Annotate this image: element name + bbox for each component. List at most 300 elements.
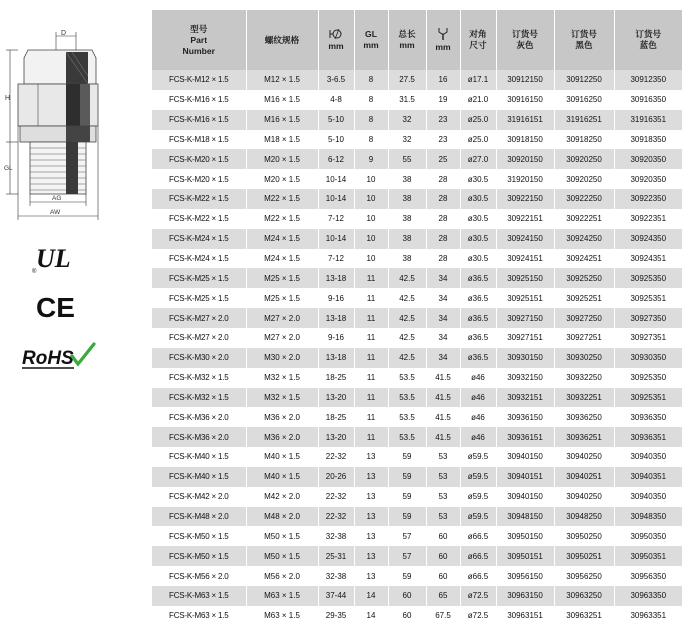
cell-part-number: FCS-K-M32 × 1.5 xyxy=(169,373,229,383)
cell-gl: 10 xyxy=(354,229,388,249)
cell-order-blue: 30920350 xyxy=(614,169,682,189)
cell-order-black: 30940250 xyxy=(554,447,614,467)
cell-diagonal: ø59.5 xyxy=(460,447,496,467)
cell-order-black: 30918250 xyxy=(554,130,614,150)
cell-order-grey: 30950151 xyxy=(496,546,554,566)
cell-diagonal: ø59.5 xyxy=(460,487,496,507)
cell-cable-range: 10-14 xyxy=(318,229,354,249)
cell-diagonal: ø66.5 xyxy=(460,546,496,566)
cell-wrench-size: 60 xyxy=(426,566,460,586)
cell-wrench-size: 65 xyxy=(426,586,460,606)
cell-gl: 9 xyxy=(354,149,388,169)
cell-diagonal: ø21.0 xyxy=(460,90,496,110)
table-row xyxy=(152,149,682,169)
cell-gl: 13 xyxy=(354,507,388,527)
cell-cable-range: 29-35 xyxy=(318,606,354,626)
cell-cable-range: 13-18 xyxy=(318,268,354,288)
cell-gl: 13 xyxy=(354,467,388,487)
cell-cable-range: 10-14 xyxy=(318,169,354,189)
spec-table-container xyxy=(152,10,682,626)
table-row xyxy=(152,249,682,269)
cell-gl: 10 xyxy=(354,209,388,229)
cell-total-length: 38 xyxy=(388,189,426,209)
header-total-length: 总长 mm xyxy=(388,10,426,70)
cell-order-grey: 30940150 xyxy=(496,487,554,507)
cell-total-length: 55 xyxy=(388,149,426,169)
cell-diagonal: ø66.5 xyxy=(460,566,496,586)
cell-wrench-size: 41.5 xyxy=(426,388,460,408)
header-cable-range: mm xyxy=(318,10,354,70)
cell-wrench-size: 28 xyxy=(426,209,460,229)
cell-wrench-size: 34 xyxy=(426,288,460,308)
cell-part-number: FCS-K-M36 × 2.0 xyxy=(169,412,229,422)
cell-wrench-size: 23 xyxy=(426,110,460,130)
cell-thread-spec: M63 × 1.5 xyxy=(246,606,318,626)
cell-part-number: FCS-K-M25 × 1.5 xyxy=(169,293,229,303)
cell-part-number: FCS-K-M32 × 1.5 xyxy=(152,388,246,408)
cell-cable-range: 25-31 xyxy=(318,546,354,566)
cell-cable-range: 5-10 xyxy=(318,110,354,130)
cell-gl: 11 xyxy=(354,388,388,408)
cell-order-blue: 30936351 xyxy=(614,427,682,447)
cell-thread-spec: M50 × 1.5 xyxy=(246,526,318,546)
cell-gl: 13 xyxy=(354,526,388,546)
table-row xyxy=(152,70,682,90)
cell-total-length: 53.5 xyxy=(388,368,426,388)
cell-order-grey: 31916151 xyxy=(496,110,554,130)
cell-diagonal: ø17.1 xyxy=(460,70,496,90)
cell-wrench-size: 19 xyxy=(426,90,460,110)
cell-order-black: 30927251 xyxy=(554,328,614,348)
cell-cable-range: 20-26 xyxy=(318,467,354,487)
cell-order-grey: 30925150 xyxy=(496,268,554,288)
cell-order-black: 30948250 xyxy=(554,507,614,527)
cell-total-length: 31.5 xyxy=(388,90,426,110)
cell-gl: 14 xyxy=(354,586,388,606)
cell-thread-spec: M22 × 1.5 xyxy=(246,189,318,209)
cell-thread-spec: M27 × 2.0 xyxy=(246,308,318,328)
cell-diagonal: ø46 xyxy=(460,368,496,388)
cell-order-blue: 30927351 xyxy=(614,328,682,348)
svg-text:UL: UL xyxy=(36,244,71,273)
cell-gl: 11 xyxy=(354,407,388,427)
table-row xyxy=(152,407,682,427)
cell-order-blue: 30950350 xyxy=(614,526,682,546)
cell-diagonal: ø30.5 xyxy=(460,209,496,229)
cell-order-grey: 30920150 xyxy=(496,149,554,169)
cell-total-length: 57 xyxy=(388,546,426,566)
cell-part-number: FCS-K-M12 × 1.5 xyxy=(152,70,246,90)
table-row xyxy=(152,169,682,189)
cell-gl: 13 xyxy=(354,546,388,566)
cell-part-number: FCS-K-M16 × 1.5 xyxy=(152,110,246,130)
cell-order-grey: 30932151 xyxy=(496,388,554,408)
cell-order-black: 30925251 xyxy=(554,288,614,308)
cell-part-number: FCS-K-M50 × 1.5 xyxy=(152,546,246,566)
cell-wrench-size: 41.5 xyxy=(426,407,460,427)
cell-order-grey: 30924151 xyxy=(496,249,554,269)
cell-order-grey: 30918150 xyxy=(496,130,554,150)
cell-cable-range: 22-32 xyxy=(318,447,354,467)
cell-diagonal: ø46 xyxy=(460,427,496,447)
cell-thread-spec: M16 × 1.5 xyxy=(246,110,318,130)
cell-wrench-size: 53 xyxy=(426,447,460,467)
cell-thread-spec: M20 × 1.5 xyxy=(246,169,318,189)
table-row xyxy=(152,209,682,229)
cell-total-length: 42.5 xyxy=(388,268,426,288)
cell-total-length: 59 xyxy=(388,487,426,507)
table-row xyxy=(152,546,682,566)
cell-gl: 13 xyxy=(354,487,388,507)
cell-cable-range: 4-8 xyxy=(318,90,354,110)
cell-gl: 11 xyxy=(354,427,388,447)
cell-part-number: FCS-K-M27 × 2.0 xyxy=(152,308,246,328)
cell-gl: 11 xyxy=(354,348,388,368)
cell-order-blue: 30963350 xyxy=(614,586,682,606)
cell-part-number: FCS-K-M42 × 2.0 xyxy=(169,492,229,502)
cell-gl: 11 xyxy=(354,328,388,348)
cell-order-blue: 30930350 xyxy=(614,348,682,368)
cell-total-length: 42.5 xyxy=(388,288,426,308)
cell-wrench-size: 28 xyxy=(426,189,460,209)
table-row xyxy=(152,328,682,348)
cell-part-number: FCS-K-M63 × 1.5 xyxy=(169,611,229,621)
cell-order-black: 30916250 xyxy=(554,90,614,110)
svg-text:®: ® xyxy=(32,269,37,275)
cell-gl: 11 xyxy=(354,368,388,388)
cell-diagonal: ø36.5 xyxy=(460,348,496,368)
table-row xyxy=(152,388,682,408)
cell-order-blue: 30925351 xyxy=(614,388,682,408)
cell-gl: 14 xyxy=(354,606,388,626)
label-gl: GL xyxy=(4,165,13,172)
cell-thread-spec: M32 × 1.5 xyxy=(246,388,318,408)
cell-part-number: FCS-K-M22 × 1.5 xyxy=(169,214,229,224)
cell-order-black: 30940250 xyxy=(554,487,614,507)
cell-order-grey: 30924150 xyxy=(496,229,554,249)
label-h: H xyxy=(5,95,11,102)
cell-gl: 10 xyxy=(354,169,388,189)
table-body xyxy=(152,70,682,626)
cell-thread-spec: M42 × 2.0 xyxy=(246,487,318,507)
table-row xyxy=(152,308,682,328)
cell-part-number: FCS-K-M36 × 2.0 xyxy=(152,427,246,447)
cell-part-number: FCS-K-M20 × 1.5 xyxy=(152,149,246,169)
header-order-blue: 订货号 蓝色 xyxy=(614,10,682,70)
cell-wrench-size: 28 xyxy=(426,249,460,269)
cell-order-black: 30924250 xyxy=(554,229,614,249)
cell-order-grey: 30956150 xyxy=(496,566,554,586)
cell-order-grey: 30932150 xyxy=(496,368,554,388)
side-panel xyxy=(0,0,150,623)
cell-wrench-size: 53 xyxy=(426,507,460,527)
cell-thread-spec: M48 × 2.0 xyxy=(246,507,318,527)
cell-order-black: 30927250 xyxy=(554,308,614,328)
cell-order-grey: 30927151 xyxy=(496,328,554,348)
cell-diagonal: ø25.0 xyxy=(460,110,496,130)
cell-order-black: 30920250 xyxy=(554,149,614,169)
cell-wrench-size: 53 xyxy=(426,467,460,487)
cell-thread-spec: M25 × 1.5 xyxy=(246,268,318,288)
table-row xyxy=(152,229,682,249)
cell-wrench-size: 16 xyxy=(426,70,460,90)
cell-diagonal: ø46 xyxy=(460,407,496,427)
cell-wrench-size: 60 xyxy=(426,546,460,566)
cell-gl: 10 xyxy=(354,249,388,269)
cell-cable-range: 10-14 xyxy=(318,189,354,209)
cell-order-grey: 30930150 xyxy=(496,348,554,368)
cell-thread-spec: M40 × 1.5 xyxy=(246,447,318,467)
cell-diagonal: ø25.0 xyxy=(460,130,496,150)
cell-wrench-size: 28 xyxy=(426,229,460,249)
cell-gl: 13 xyxy=(354,566,388,586)
cell-gl: 8 xyxy=(354,130,388,150)
cell-cable-range: 13-20 xyxy=(318,427,354,447)
cell-thread-spec: M22 × 1.5 xyxy=(246,209,318,229)
svg-text:CE: CE xyxy=(36,292,75,322)
cell-part-number: FCS-K-M25 × 1.5 xyxy=(152,268,246,288)
table-row xyxy=(152,467,682,487)
cell-cable-range: 6-12 xyxy=(318,149,354,169)
cell-part-number: FCS-K-M18 × 1.5 xyxy=(169,134,229,144)
cell-order-black: 30920250 xyxy=(554,169,614,189)
cell-order-blue: 30924350 xyxy=(614,229,682,249)
cell-part-number: FCS-K-M40 × 1.5 xyxy=(152,467,246,487)
cell-wrench-size: 34 xyxy=(426,268,460,288)
ce-logo xyxy=(36,290,76,322)
cell-order-grey: 31920150 xyxy=(496,169,554,189)
cell-order-blue: 30940351 xyxy=(614,467,682,487)
cell-order-blue: 30936350 xyxy=(614,407,682,427)
cell-total-length: 32 xyxy=(388,130,426,150)
cell-gl: 8 xyxy=(354,110,388,130)
header-diagonal: 对角 尺寸 xyxy=(460,10,496,70)
cell-thread-spec: M18 × 1.5 xyxy=(246,130,318,150)
cell-gl: 11 xyxy=(354,288,388,308)
cell-diagonal: ø36.5 xyxy=(460,268,496,288)
cable-gland-diagram xyxy=(4,28,144,228)
cell-gl: 8 xyxy=(354,70,388,90)
cell-wrench-size: 41.5 xyxy=(426,427,460,447)
table-row xyxy=(152,526,682,546)
table-header-row xyxy=(152,10,682,70)
cell-cable-range: 7-12 xyxy=(318,209,354,229)
cell-thread-spec: M25 × 1.5 xyxy=(246,288,318,308)
cell-part-number: FCS-K-M16 × 1.5 xyxy=(169,95,229,105)
cell-wrench-size: 60 xyxy=(426,526,460,546)
cell-part-number: FCS-K-M22 × 1.5 xyxy=(152,189,246,209)
cell-diagonal: ø72.5 xyxy=(460,586,496,606)
cell-cable-range: 13-18 xyxy=(318,308,354,328)
table-row xyxy=(152,566,682,586)
cell-order-grey: 30927150 xyxy=(496,308,554,328)
header-thread-spec: 螺纹规格 xyxy=(246,10,318,70)
cell-order-blue: 30940350 xyxy=(614,487,682,507)
cell-total-length: 42.5 xyxy=(388,348,426,368)
cell-part-number: FCS-K-M20 × 1.5 xyxy=(169,174,229,184)
cell-cable-range: 7-12 xyxy=(318,249,354,269)
cell-order-grey: 30936151 xyxy=(496,427,554,447)
table-row xyxy=(152,130,682,150)
cell-total-length: 60 xyxy=(388,606,426,626)
cell-gl: 11 xyxy=(354,268,388,288)
cell-order-black: 30963251 xyxy=(554,606,614,626)
cell-order-black: 30922250 xyxy=(554,189,614,209)
label-aw: AW xyxy=(50,209,61,216)
cell-cable-range: 13-20 xyxy=(318,388,354,408)
cell-thread-spec: M24 × 1.5 xyxy=(246,249,318,269)
cell-diagonal: ø30.5 xyxy=(460,189,496,209)
cell-thread-spec: M24 × 1.5 xyxy=(246,229,318,249)
cell-order-grey: 30922150 xyxy=(496,189,554,209)
cell-order-blue: 30920350 xyxy=(614,149,682,169)
cell-diagonal: ø72.5 xyxy=(460,606,496,626)
cell-total-length: 57 xyxy=(388,526,426,546)
cell-thread-spec: M32 × 1.5 xyxy=(246,368,318,388)
cell-cable-range: 32-38 xyxy=(318,566,354,586)
table-row xyxy=(152,189,682,209)
cell-part-number: FCS-K-M63 × 1.5 xyxy=(152,586,246,606)
cell-total-length: 42.5 xyxy=(388,328,426,348)
cell-part-number: FCS-K-M30 × 2.0 xyxy=(152,348,246,368)
cell-cable-range: 22-32 xyxy=(318,507,354,527)
table-row xyxy=(152,348,682,368)
cell-cable-range: 18-25 xyxy=(318,368,354,388)
table-row xyxy=(152,368,682,388)
cell-diagonal: ø59.5 xyxy=(460,467,496,487)
cable-range-icon xyxy=(329,28,343,40)
cell-order-blue: 30922350 xyxy=(614,189,682,209)
cell-order-blue: 30948350 xyxy=(614,507,682,527)
cell-cable-range: 32-38 xyxy=(318,526,354,546)
cell-total-length: 53.5 xyxy=(388,427,426,447)
cell-wrench-size: 34 xyxy=(426,348,460,368)
cell-wrench-size: 25 xyxy=(426,149,460,169)
svg-text:RoHS: RoHS xyxy=(22,348,74,369)
table-row xyxy=(152,90,682,110)
table-row xyxy=(152,507,682,527)
cell-diagonal: ø27.0 xyxy=(460,149,496,169)
table-row xyxy=(152,110,682,130)
cell-cable-range: 3-6.5 xyxy=(318,70,354,90)
cell-thread-spec: M63 × 1.5 xyxy=(246,586,318,606)
header-gl: GL mm xyxy=(354,10,388,70)
cell-gl: 11 xyxy=(354,308,388,328)
label-ag: AG xyxy=(52,195,62,202)
cell-total-length: 60 xyxy=(388,586,426,606)
wrench-icon xyxy=(436,27,450,41)
cell-cable-range: 13-18 xyxy=(318,348,354,368)
cell-total-length: 42.5 xyxy=(388,308,426,328)
cell-thread-spec: M30 × 2.0 xyxy=(246,348,318,368)
table-row xyxy=(152,586,682,606)
cell-total-length: 59 xyxy=(388,566,426,586)
cell-order-grey: 30916150 xyxy=(496,90,554,110)
cell-order-grey: 30912150 xyxy=(496,70,554,90)
cell-order-grey: 30948150 xyxy=(496,507,554,527)
cell-order-black: 31916251 xyxy=(554,110,614,130)
header-part-number: 型号 Part Number xyxy=(152,10,246,70)
cell-total-length: 53.5 xyxy=(388,407,426,427)
cell-thread-spec: M36 × 2.0 xyxy=(246,407,318,427)
cell-part-number: FCS-K-M24 × 1.5 xyxy=(169,254,229,264)
cell-cable-range: 9-16 xyxy=(318,328,354,348)
table-row xyxy=(152,427,682,447)
cell-order-black: 30922251 xyxy=(554,209,614,229)
cell-order-grey: 30940150 xyxy=(496,447,554,467)
cell-order-grey: 30950150 xyxy=(496,526,554,546)
label-d: D xyxy=(61,30,67,37)
cell-order-black: 30930250 xyxy=(554,348,614,368)
table-row xyxy=(152,268,682,288)
cell-order-grey: 30925151 xyxy=(496,288,554,308)
header-wrench-size: mm xyxy=(426,10,460,70)
ul-logo xyxy=(32,240,78,276)
cell-total-length: 59 xyxy=(388,447,426,467)
cell-order-black: 30924251 xyxy=(554,249,614,269)
cell-total-length: 38 xyxy=(388,249,426,269)
cell-order-blue: 30918350 xyxy=(614,130,682,150)
table-row xyxy=(152,288,682,308)
cell-wrench-size: 67.5 xyxy=(426,606,460,626)
cell-order-blue: 30925350 xyxy=(614,268,682,288)
cell-order-grey: 30940151 xyxy=(496,467,554,487)
cell-part-number: FCS-K-M56 × 2.0 xyxy=(169,571,229,581)
cell-gl: 13 xyxy=(354,447,388,467)
cell-order-black: 30936250 xyxy=(554,407,614,427)
cell-order-blue: 30940350 xyxy=(614,447,682,467)
table-row xyxy=(152,447,682,467)
cell-total-length: 38 xyxy=(388,229,426,249)
cell-gl: 10 xyxy=(354,189,388,209)
cell-part-number: FCS-K-M40 × 1.5 xyxy=(169,452,229,462)
cell-diagonal: ø36.5 xyxy=(460,288,496,308)
cell-thread-spec: M50 × 1.5 xyxy=(246,546,318,566)
cell-diagonal: ø30.5 xyxy=(460,169,496,189)
cell-total-length: 32 xyxy=(388,110,426,130)
cell-order-blue: 30950351 xyxy=(614,546,682,566)
cell-thread-spec: M12 × 1.5 xyxy=(246,70,318,90)
cell-diagonal: ø36.5 xyxy=(460,328,496,348)
cell-thread-spec: M20 × 1.5 xyxy=(246,149,318,169)
cell-cable-range: 5-10 xyxy=(318,130,354,150)
cell-diagonal: ø66.5 xyxy=(460,526,496,546)
cell-wrench-size: 41.5 xyxy=(426,368,460,388)
cell-order-grey: 30963151 xyxy=(496,606,554,626)
cell-total-length: 59 xyxy=(388,507,426,527)
cell-order-grey: 30922151 xyxy=(496,209,554,229)
cell-cable-range: 18-25 xyxy=(318,407,354,427)
cell-order-blue: 30963351 xyxy=(614,606,682,626)
cell-order-blue: 31916351 xyxy=(614,110,682,130)
cell-wrench-size: 23 xyxy=(426,130,460,150)
check-icon xyxy=(72,344,94,364)
cell-total-length: 53.5 xyxy=(388,388,426,408)
cell-diagonal: ø30.5 xyxy=(460,249,496,269)
cell-order-black: 30950250 xyxy=(554,526,614,546)
cell-order-black: 30932251 xyxy=(554,388,614,408)
rohs-logo xyxy=(20,340,100,372)
spec-table xyxy=(152,10,682,626)
cell-cable-range: 22-32 xyxy=(318,487,354,507)
cell-cable-range: 9-16 xyxy=(318,288,354,308)
cell-order-blue: 30925351 xyxy=(614,288,682,308)
cell-part-number: FCS-K-M48 × 2.0 xyxy=(152,507,246,527)
cell-order-black: 30925250 xyxy=(554,268,614,288)
cell-thread-spec: M16 × 1.5 xyxy=(246,90,318,110)
cell-order-black: 30912250 xyxy=(554,70,614,90)
cell-diagonal: ø30.5 xyxy=(460,229,496,249)
